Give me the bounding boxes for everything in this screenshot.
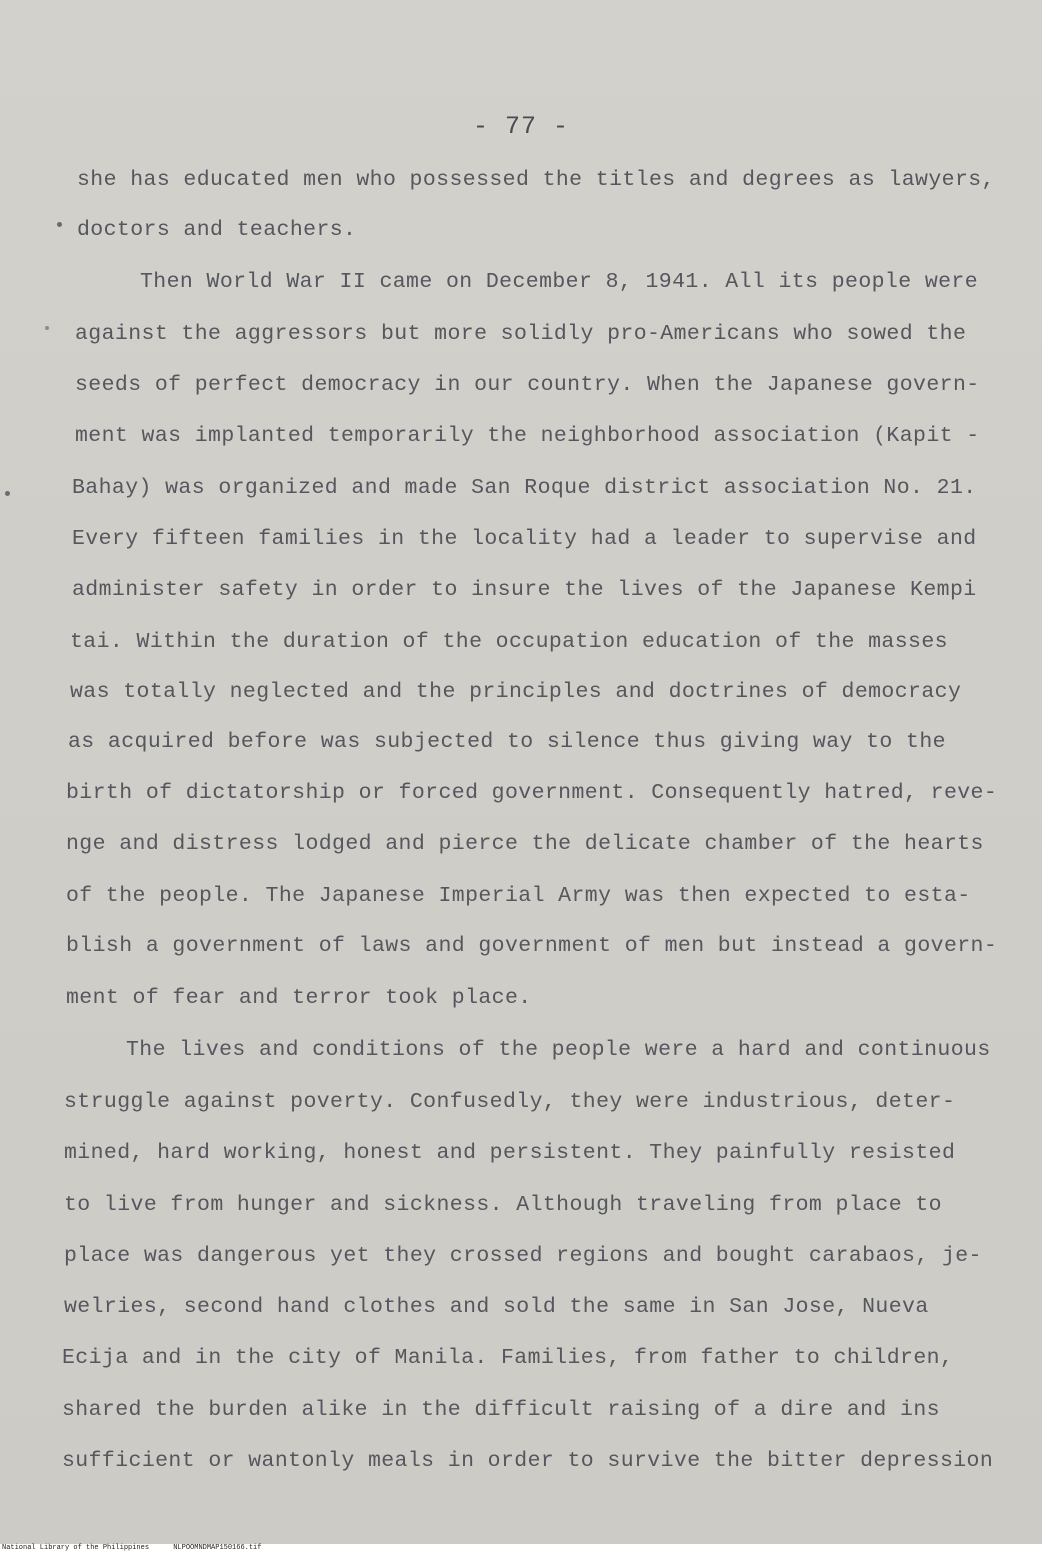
text-line: place was dangerous yet they crossed regions and bought carabaos, je- [64,1244,982,1268]
stray-mark [45,326,49,330]
text-line: ment of fear and terror took place. [66,986,532,1010]
text-line: ment was implanted temporarily the neighborhood association (Kapit - [75,424,980,448]
text-line: as acquired before was subjected to silence thus giving way to the [68,730,946,754]
text-line: she has educated men who possessed the titles and degrees as lawyers, [77,168,995,192]
text-line: nge and distress lodged and pierce the delicate chamber of the hearts [66,832,984,856]
text-line: Every fifteen families in the locality had a leader to supervise and [72,527,977,551]
footer-source: National Library of the Philippines [2,1544,150,1552]
text-line: of the people. The Japanese Imperial Army was then expected to esta- [66,884,971,908]
text-line: mined, hard working, honest and persistent. They painfully resisted [64,1141,956,1165]
text-line: shared the burden alike in the difficult raising of a dire and ins [62,1398,940,1422]
text-line: blish a government of laws and government of men but instead a govern- [66,934,998,958]
text-line: birth of dictatorship or forced government. Consequently hatred, reve- [66,781,998,805]
text-line: seeds of perfect democracy in our country. When the Japanese govern- [75,373,980,397]
page-number: - 77 - [472,112,569,141]
text-line: Bahay) was organized and made San Roque district association No. 21. [72,476,977,500]
text-line: Then World War II came on December 8, 1941. All its people were [140,270,979,294]
scan-footer [0,1544,1042,1553]
footer-filename: NLPOOMNDMAP150166.tif [173,1544,262,1552]
text-line: doctors and teachers. [77,218,357,242]
text-line: administer safety in order to insure the lives of the Japanese Kempi [72,578,977,602]
text-line: struggle against poverty. Confusedly, they were industrious, deter- [64,1090,956,1114]
stray-mark [57,222,62,227]
text-line: against the aggressors but more solidly pro-Americans who sowed the [75,322,967,346]
text-line: tai. Within the duration of the occupation education of the masses [70,630,948,654]
stray-mark [5,491,10,496]
text-line: Ecija and in the city of Manila. Families, from father to children, [62,1346,954,1370]
text-line: was totally neglected and the principles and doctrines of democracy [70,680,962,704]
text-line: welries, second hand clothes and sold the same in San Jose, Nueva [64,1295,929,1319]
text-line: The lives and conditions of the people were a hard and continuous [126,1038,991,1062]
text-line: to live from hunger and sickness. Although traveling from place to [64,1193,942,1217]
text-line: sufficient or wantonly meals in order to survive the bitter depression [62,1449,994,1473]
